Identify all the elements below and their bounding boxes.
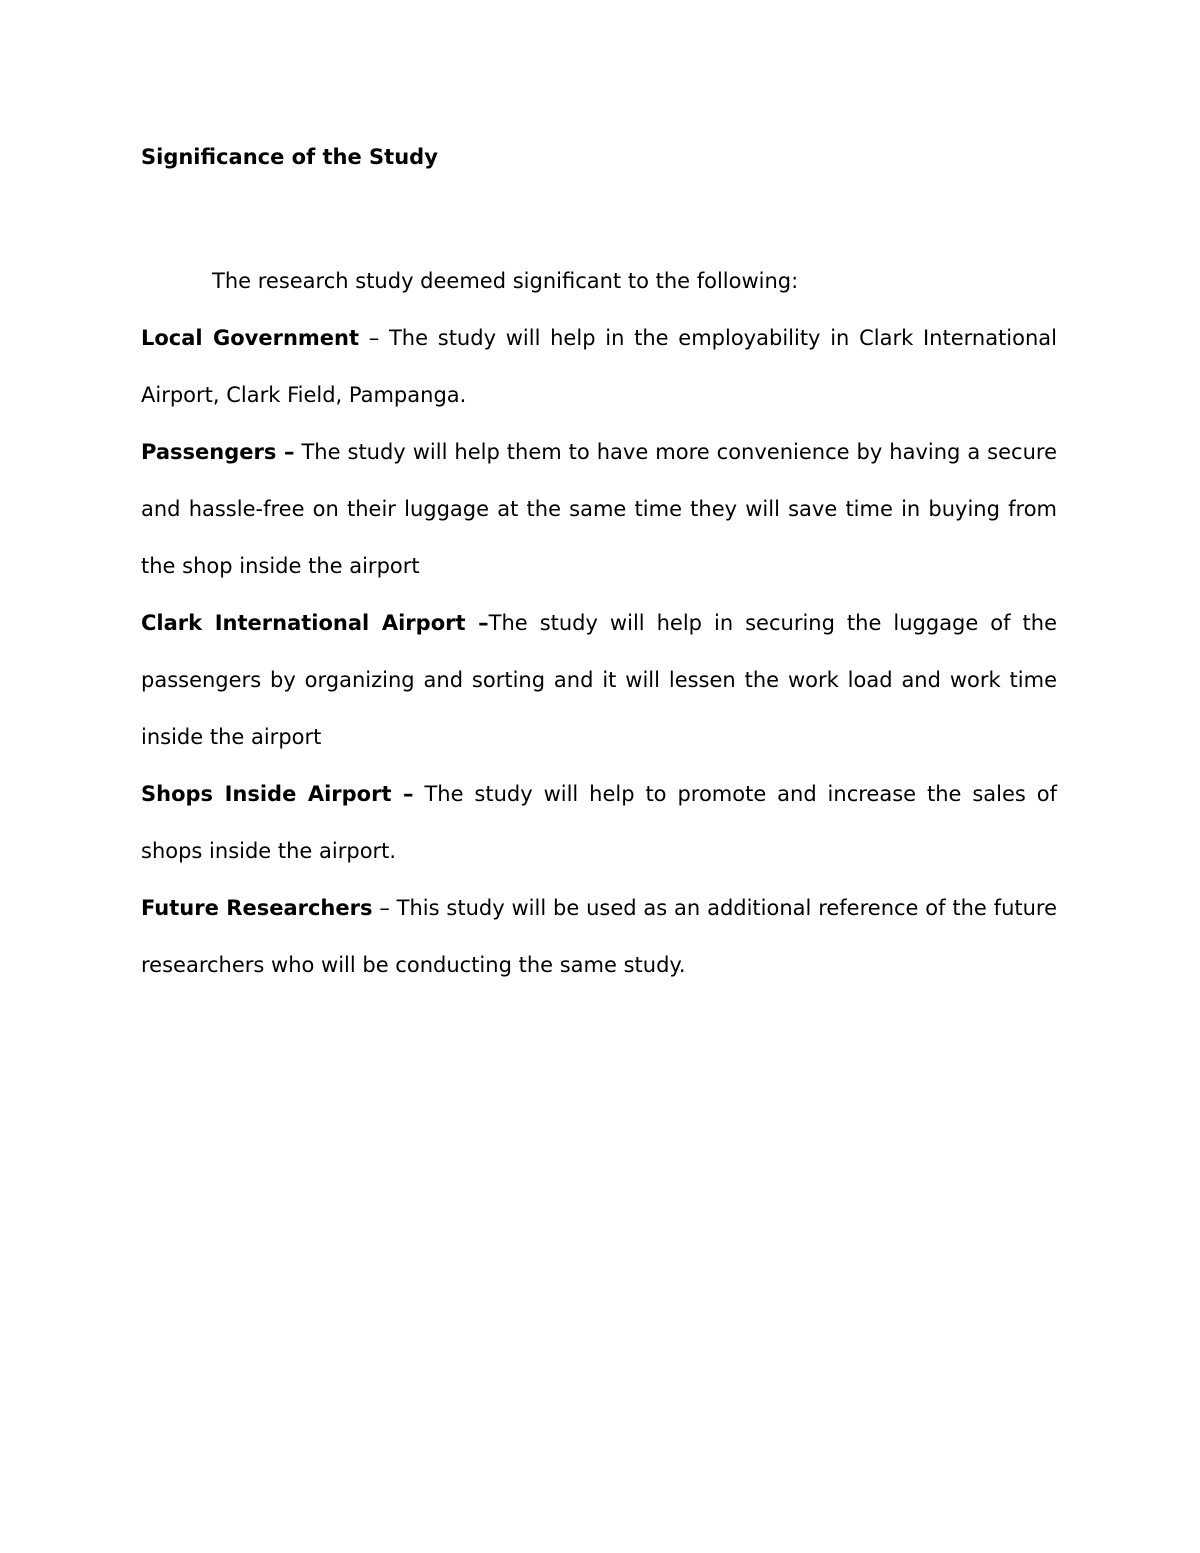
item-passengers <box>141 424 1057 595</box>
item-text: The study will help them to have more convenience by having a secure and hassle-free on their luggage at the same time they will save time in buying from the shop inside the airport <box>141 440 1057 578</box>
item-term: Future Researchers <box>141 896 373 920</box>
item-local-government <box>141 310 1057 424</box>
item-text: The study will help to promote and increase the sales of shops inside the airport. <box>141 782 1057 863</box>
item-future-researchers <box>141 880 1057 994</box>
item-text: The study will help in securing the luggage of the passengers by organizing and sorting and it will lessen the work load and work time inside the airport <box>141 611 1057 749</box>
item-clark-international-airport <box>141 595 1057 766</box>
item-text: The study will help in the employability in Clark International Airport, Clark Field, Pampanga. <box>141 326 1057 407</box>
item-term: Local Government <box>141 326 360 350</box>
item-shops-inside-airport <box>141 766 1057 880</box>
section-heading: Significance of the Study <box>141 145 438 169</box>
item-separator: – <box>372 896 397 920</box>
item-text: This study will be used as an additional reference of the future researchers who will be conducting the same study. <box>141 896 1058 977</box>
intro-paragraph: The research study deemed significant to the following: <box>212 269 799 293</box>
document-body <box>141 137 1057 994</box>
item-term: Clark International Airport – <box>141 611 489 635</box>
item-term: Shops Inside Airport – <box>141 782 414 806</box>
item-term: Passengers – <box>141 440 295 464</box>
item-separator: – <box>359 326 389 350</box>
item-separator <box>414 782 425 806</box>
